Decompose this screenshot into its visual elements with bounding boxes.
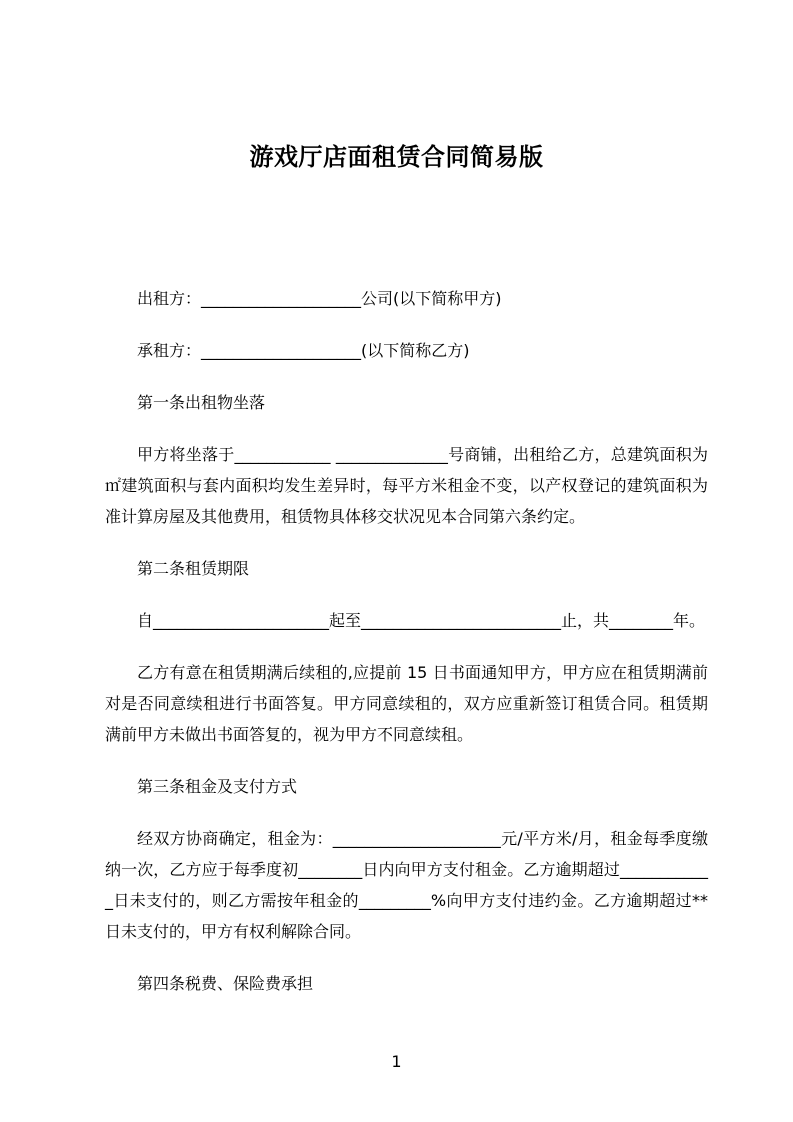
section-1-heading: 第一条出租物坐落	[137, 393, 266, 412]
section-2-clause-1: 自______________________起至_________________________止，共________年。	[137, 611, 706, 630]
section-2-heading: 第二条租赁期限	[137, 559, 250, 578]
document-body	[105, 169, 708, 999]
lessee-party-line: 承租方：____________________(以下简称乙方)	[137, 341, 470, 360]
section-3-clause-1: 经双方协商确定，租金为：_____________________元/平方米/月，租金每季度缴纳一次，乙方应于每季度初________日内向甲方支付租金。乙方逾期超过____________日未支付的，则乙方需按年租金的_________%向甲方支付违约金。乙方逾期超过**日未支付的，甲方有权利解除合同。	[105, 829, 708, 941]
section-1-clause-1: 甲方将坐落于____________ ______________号商铺，出租给乙方，总建筑面积为 ㎡建筑面积与套内面积均发生差异时，每平方米租金不变，以产权登记的建筑面积为准计算房屋及其他费用，租赁物具体移交状况见本合同第六条约定。	[105, 445, 708, 526]
section-4-heading: 第四条税费、保险费承担	[137, 974, 314, 993]
document-title: 游戏厅店面租赁合同简易版	[249, 143, 544, 171]
lessor-party-line: 出租方：____________________公司(以下简称甲方)	[137, 289, 502, 308]
section-3-heading: 第三条租金及支付方式	[137, 777, 298, 796]
page-number: 1	[391, 1052, 402, 1071]
section-2-clause-2: 乙方有意在租赁期满后续租的,应提前 15 日书面通知甲方，甲方应在租赁期满前对是否同意续租进行书面答复。甲方同意续租的，双方应重新签订租赁合同。租赁期满前甲方未做出书面答复的，视为甲方不同意续租。	[105, 663, 708, 744]
